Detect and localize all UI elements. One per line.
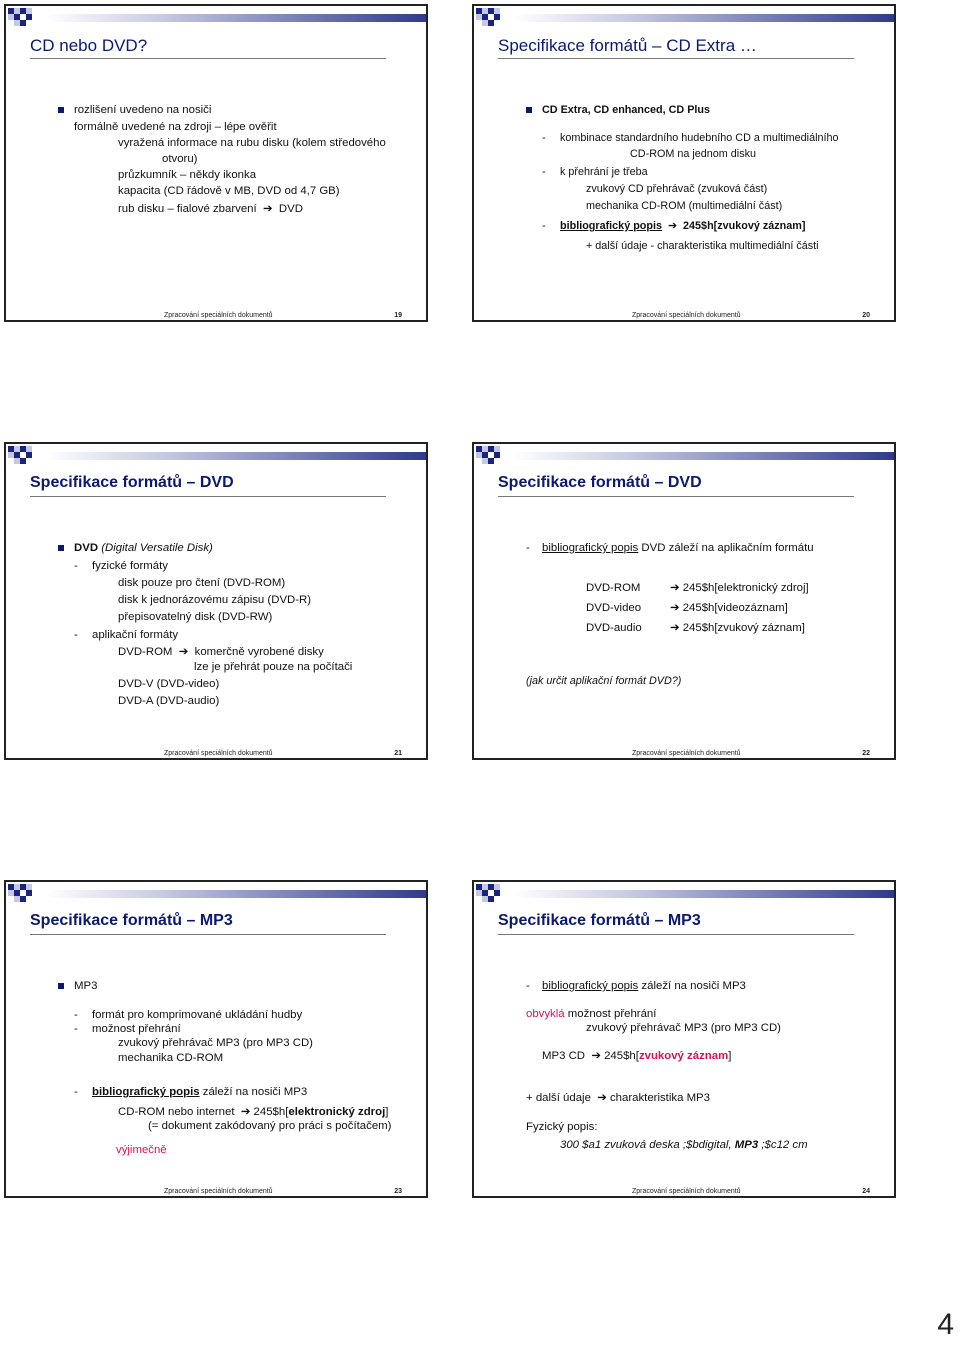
slide-header-bar [514, 14, 894, 22]
text-segment: bibliografický popis [542, 542, 639, 554]
text-segment: záleží na nosiči MP3 [202, 1086, 308, 1098]
bullet-square-icon [526, 107, 532, 113]
text-line: formát pro komprimované ukládání hudby [92, 1009, 303, 1021]
text-line: zvukový CD přehrávač (zvuková část) [586, 183, 768, 195]
slide-title: Specifikace formátů – CD Extra … [498, 36, 757, 55]
slide-number: 22 [862, 750, 870, 757]
text-segment: DVD záleží na aplikačním formátu [641, 542, 814, 554]
text-segment: ] [728, 1050, 732, 1062]
slide-24 [472, 880, 896, 1198]
dash: - [74, 1009, 78, 1021]
title-rule [498, 496, 854, 497]
text-line: Fyzický popis: [526, 1121, 598, 1133]
dash: - [74, 1023, 78, 1035]
logo-squares-icon [474, 444, 514, 466]
slide-header-bar [514, 452, 894, 460]
slide-number: 21 [394, 750, 402, 757]
text-line: (= dokument zakódovaný pro práci s počítačem) [148, 1120, 392, 1132]
text-line: k přehrání je třeba [560, 166, 648, 178]
text-line [542, 1048, 731, 1064]
dash: - [526, 542, 530, 554]
dash: - [74, 629, 78, 641]
footer-text: Zpracování speciálních dokumentů [632, 750, 741, 757]
slide-number: 20 [862, 312, 870, 319]
bullet-square-icon [58, 107, 64, 113]
logo-squares-icon [474, 882, 514, 904]
dash: - [542, 220, 546, 232]
text-line [560, 218, 805, 234]
text-line [118, 201, 303, 217]
text-line: zvukový přehrávač MP3 (pro MP3 CD) [118, 1037, 313, 1049]
text-line: přepisovatelný disk (DVD-RW) [118, 611, 273, 623]
format-label: DVD-audio [586, 622, 642, 634]
text-line: lze je přehrát pouze na počítači [194, 661, 353, 673]
format-value [670, 620, 805, 636]
footer-text: Zpracování speciálních dokumentů [164, 750, 273, 757]
page-number: 4 [937, 1308, 954, 1341]
footer-text: Zpracování speciálních dokumentů [632, 1188, 741, 1195]
bullet-text: rozlišení uvedeno na nosiči [74, 104, 212, 116]
slide-title: CD nebo DVD? [30, 36, 148, 55]
bullet-text: CD Extra, CD enhanced, CD Plus [542, 104, 710, 116]
arrow-right-icon: ➔ [588, 1050, 605, 1062]
bullet-square-icon [58, 983, 64, 989]
text-line: mechanika CD-ROM [118, 1052, 224, 1064]
title-rule [498, 58, 854, 59]
text-line: aplikační formáty [92, 629, 179, 641]
text-line: kapacita (CD řádově v MB, DVD od 4,7 GB) [118, 185, 340, 197]
text-line: disk k jednorázovému zápisu (DVD-R) [118, 594, 312, 606]
dash: - [542, 132, 546, 144]
text-segment: MP3 CD [542, 1050, 586, 1062]
bullet-text: MP3 [74, 980, 98, 992]
arrow-right-icon: ➔ [175, 646, 192, 658]
text-line: zvukový přehrávač MP3 (pro MP3 CD) [586, 1022, 781, 1034]
text-segment: bibliografický popis [542, 980, 639, 992]
slide-title: Specifikace formátů – MP3 [498, 912, 701, 929]
bullet-text [74, 540, 213, 556]
text-line: DVD-A (DVD-audio) [118, 695, 220, 707]
dash: - [74, 560, 78, 572]
dash: - [526, 980, 530, 992]
logo-squares-icon [6, 882, 46, 904]
slide-title: Specifikace formátů – DVD [30, 474, 234, 491]
slide-number: 19 [394, 312, 402, 319]
text-line: mechanika CD-ROM (multimediální část) [586, 200, 783, 212]
arrow-right-icon: ➔ [665, 220, 681, 232]
text-line [542, 540, 814, 556]
format-value [670, 600, 788, 616]
text-line: vyražená informace na rubu disku (kolem středového [118, 137, 386, 149]
text-segment: charakteristika MP3 [609, 1092, 710, 1104]
format-value [670, 580, 809, 596]
logo-squares-icon [6, 6, 46, 28]
format-label: DVD-ROM [586, 582, 641, 594]
text-segment: 300 $a1 zvuková deska ;$bdigital, [560, 1139, 732, 1151]
slide-header-bar [46, 14, 426, 22]
text-line [118, 644, 324, 660]
text-segment: bibliografický popis [560, 220, 662, 232]
slide-number: 23 [394, 1188, 402, 1195]
arrow-right-icon: ➔ [670, 622, 683, 634]
text-line: výjimečně [116, 1144, 167, 1156]
slide-title: Specifikace formátů – MP3 [30, 912, 233, 929]
text-segment: bibliografický popis [92, 1086, 200, 1098]
footer-text: Zpracování speciálních dokumentů [164, 1188, 273, 1195]
slide-header-bar [514, 890, 894, 898]
text-line: průzkumník – někdy ikonka [118, 169, 257, 181]
slide-number: 24 [862, 1188, 870, 1195]
text-segment: zvukový záznam [638, 1050, 729, 1062]
text-segment: záleží na nosiči MP3 [641, 980, 746, 992]
text-line: CD-ROM na jednom disku [630, 148, 757, 160]
arrow-right-icon: ➔ [670, 602, 683, 614]
text-segment: elektronický zdroj [288, 1106, 386, 1118]
slide-title: Specifikace formátů – DVD [498, 474, 702, 491]
slide-20 [472, 4, 896, 322]
text-line: DVD-V (DVD-video) [118, 678, 220, 690]
arrow-right-icon: ➔ [594, 1092, 610, 1104]
text-segment: 245$h[videozáznam] [682, 602, 788, 614]
text-segment: DVD [278, 203, 303, 215]
footer-text: Zpracování speciálních dokumentů [164, 312, 273, 319]
text-segment: 245$h[elektronický zdroj] [682, 582, 809, 594]
text-line: možnost přehrání [92, 1023, 181, 1035]
title-rule [498, 934, 854, 935]
dash: - [74, 1086, 78, 1098]
slide-23 [4, 880, 428, 1198]
text-line [542, 978, 746, 994]
footer-text: Zpracování speciálních dokumentů [632, 312, 741, 319]
text-line: disk pouze pro čtení (DVD-ROM) [118, 577, 286, 589]
text-line [560, 1137, 808, 1153]
bullet-square-icon [58, 545, 64, 551]
logo-squares-icon [6, 444, 46, 466]
text-line: kombinace standardního hudebního CD a multimediálního [560, 132, 839, 144]
text-segment: CD-ROM nebo internet [118, 1106, 235, 1118]
text-segment: DVD [74, 542, 99, 554]
text-segment: 245$h[ [604, 1050, 639, 1062]
text-line: + další údaje - charakteristika multimediální části [586, 240, 819, 252]
text-line [92, 1084, 307, 1100]
text-segment: obvyklá [526, 1008, 565, 1020]
text-segment: 245$h[zvukový záznam] [683, 220, 806, 232]
text-segment: ] [385, 1106, 389, 1118]
text-segment: 245$h[zvukový záznam] [682, 622, 805, 634]
text-segment: 245$h[ [253, 1106, 289, 1118]
slide-19 [4, 4, 428, 322]
slide-header-bar [46, 890, 426, 898]
arrow-right-icon: ➔ [259, 203, 276, 215]
text-segment: + další údaje [526, 1092, 591, 1104]
title-rule [30, 58, 386, 59]
slide-header-bar [46, 452, 426, 460]
title-rule [30, 496, 386, 497]
slide-22 [472, 442, 896, 760]
logo-squares-icon [474, 6, 514, 28]
text-segment: MP3 [734, 1139, 759, 1151]
slide-21 [4, 442, 428, 760]
text-line: fyzické formáty [92, 560, 168, 572]
text-line: formálně uvedené na zdroji – lépe ověřit [74, 121, 277, 133]
text-line [526, 1090, 710, 1106]
text-segment: rub disku – fialové zbarvení [118, 203, 257, 215]
format-label: DVD-video [586, 602, 642, 614]
text-segment: DVD-ROM [118, 646, 173, 658]
text-segment: možnost přehrání [567, 1008, 657, 1020]
arrow-right-icon: ➔ [237, 1106, 254, 1118]
text-segment: (Digital Versatile Disk) [101, 542, 213, 554]
arrow-right-icon: ➔ [670, 582, 683, 594]
dash: - [542, 166, 546, 178]
title-rule [30, 934, 386, 935]
text-line: otvoru) [162, 153, 198, 165]
text-segment: komerčně vyrobené disky [194, 646, 324, 658]
text-line: (jak určit aplikační formát DVD?) [526, 675, 682, 687]
text-segment: ;$c12 cm [761, 1139, 808, 1151]
